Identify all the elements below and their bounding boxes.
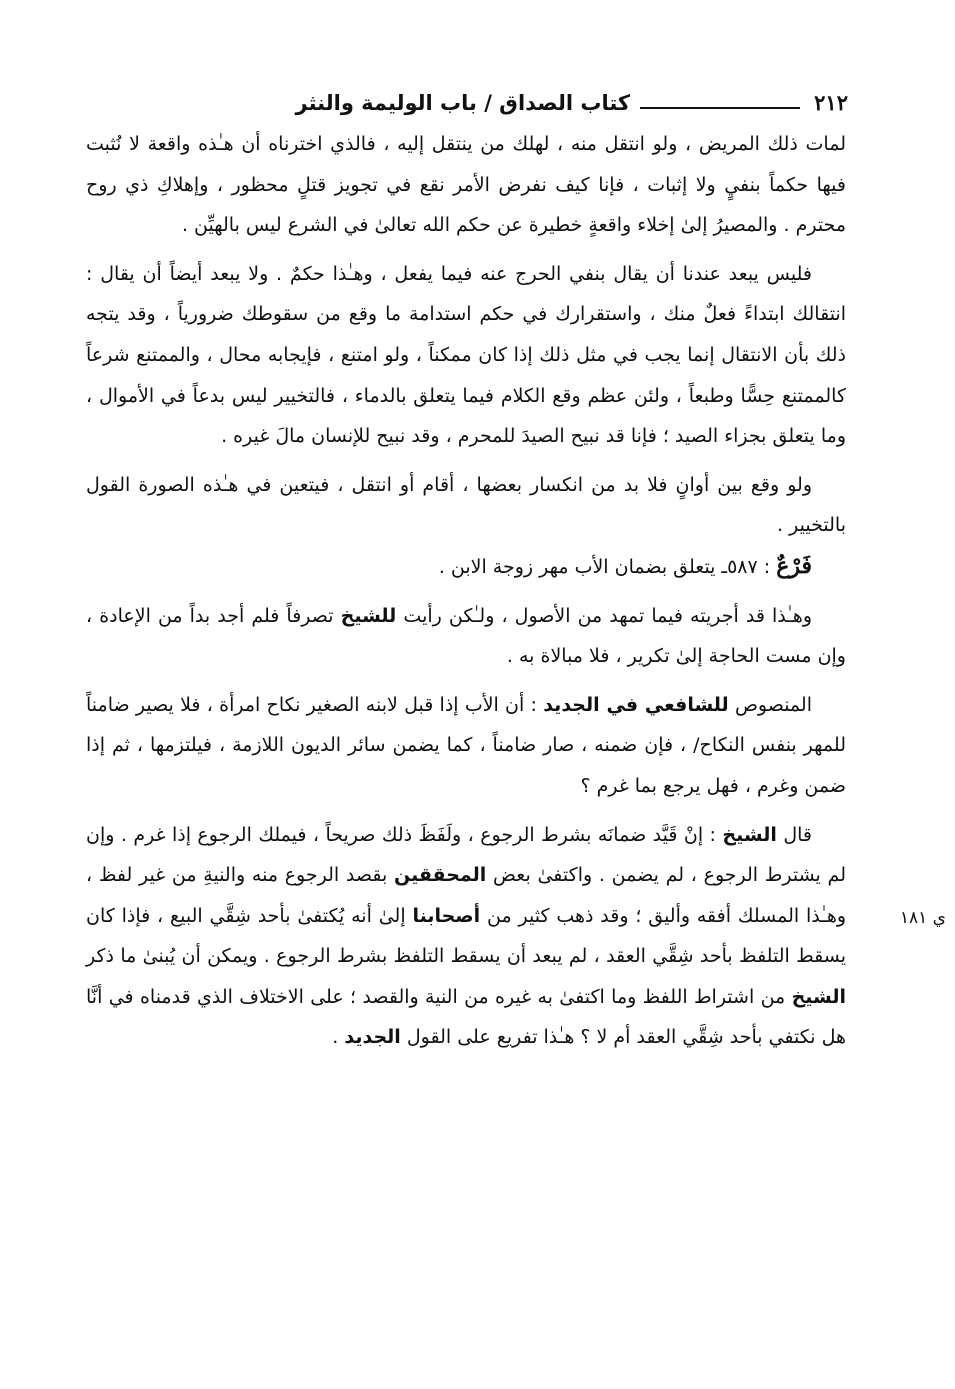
paragraph-5 [86,685,846,807]
p6-text-f: . [332,1026,339,1049]
p6-shaykh-2: الشيخ [791,985,846,1008]
p5-text-b: : أن الأب إذا قبل لابنه الصغير نكاح امرأة ، فلا يصير ضامناً للمهر بنفس النكاح/ ، فإن ضمنه ، صار ضامناً ، كما يضمن سائر الديون اللازمة ، فيلتزمها ، ثم إذا ضمن وغرم ، فهل يرجع بما غرم ؟ [86,693,846,797]
p4-shaykh: للشيخ [340,604,397,627]
p6-jadid: الجديد [344,1026,401,1049]
p6-muhaqqiqin: المحققين [393,864,487,887]
paragraph-2: فليس يبعد عندنا أن يقال بنفي الحرج عنه فيما يفعل ، وهـٰذا حكمٌ . ولا يبعد أيضاً أن يقال : انتقالك ابتداءً فعلٌ منك ، واستقرارك في حكم استدامة ما وقع من سقوطك ضرورياً ، وقد يتجه ذلك بأن الانتقال إنما يجب في مثل ذلك إذا كان ممكناً ، ولو امتنع ، فإيجابه محال ، والممتنع شرعاً كالممتنع حِسًّا وطبعاً ، ولئن عظم وقع الكلام فيما يتعلق بالدماء ، فالتخيير ليس بدعاً في الأموال ، وما يتعلق بجزاء الصيد ؛ فإنا قد نبيح الصيدَ للمحرم ، وقد نبيح للإنسان مالَ غيره . [86,262,846,448]
far-heading-line [86,546,846,588]
paragraph-1: لمات ذلك المريض ، ولو انتقل منه ، لهلك من ينتقل إليه ، فالذي اخترناه أن هـٰذه واقعة لا نُثبت فيها حكماً بنفيٍ ولا إثبات ، فإنا كيف نفرض الأمر نقع في تجويز قتلٍ محظور ، وإهلاكِ ذي روح محترم . والمصيرُ إلىٰ إخلاء واقعةٍ خطيرة عن حكم الله تعالىٰ في الشرع ليس بالهيِّن . [86,133,846,237]
paragraph-3: ولو وقع بين أوانٍ فلا بد من انكسار بعضها ، أقام أو انتقل ، فيتعين في هـٰذه الصورة القول بالتخيير . [86,473,846,537]
p6-text-b: : إنْ قَيَّد ضمانَه بشرط الرجوع ، ولَفَظَ ذلك صريحاً ، فيملك الرجوع إذا غرم . وإن لم يشترط الرجوع ، لم يضمن . واكتفىٰ بعض [86,823,846,887]
running-title: كتاب الصداق / باب الوليمة والنثر [295,91,631,115]
p6-ashabuna: أصحابنا [412,904,481,927]
p6-text-a: قال [783,823,812,846]
p6-text-e: من اشتراط اللفظ وما اكتفىٰ به غيره من النية والقصد ؛ على الاختلاف الذي قدمناه في أنَّا هل نكتفي بأحد شِقَّي العقد أم لا ؟ هـٰذا تفريع على القول [86,985,846,1049]
p6-shaykh-1: الشيخ [722,823,777,846]
p4-text-a: وهـٰذا قد أجريته فيما تمهد من الأصول ، ولـٰكن رأيت [403,604,812,627]
page-number: ٢١٢ [814,90,848,115]
running-header [88,82,848,118]
p4-text-b: تصرفاً فلم أجد بداً من الإعادة ، وإن مست الحاجة إلىٰ تكرير ، فلا مبالاة به . [86,604,846,668]
far-heading: فَرْعٌ [776,552,812,579]
margin-page-reference: ي ١٨١ [899,908,946,928]
paragraph-6 [86,815,846,1059]
p5-text-a: المنصوص [734,693,812,716]
p6-text-d: إلىٰ أنه يُكتفىٰ بأحد شِقَّي البيع ، فإذا كان يسقط التلفظ بأحد شِقَّي العقد ، لم يبعد أن يسقط التلفظ بشرط الرجوع . ويمكن أن يُبنىٰ ما ذكر [86,904,846,968]
p6-text-c: بقصد الرجوع منه والنيةِ من غير لفظ ، وهـٰذا المسلك أفقه وأليق ؛ وقد ذهب كثير من [86,864,847,927]
far-heading-text: : ٥٨٧ـ يتعلق بضمان الأب مهر زوجة الابن . [438,555,771,578]
header-rule [640,107,800,109]
paragraph-4 [86,596,846,677]
p5-shafii: للشافعي في الجديد [543,693,729,716]
main-text [86,124,846,1058]
